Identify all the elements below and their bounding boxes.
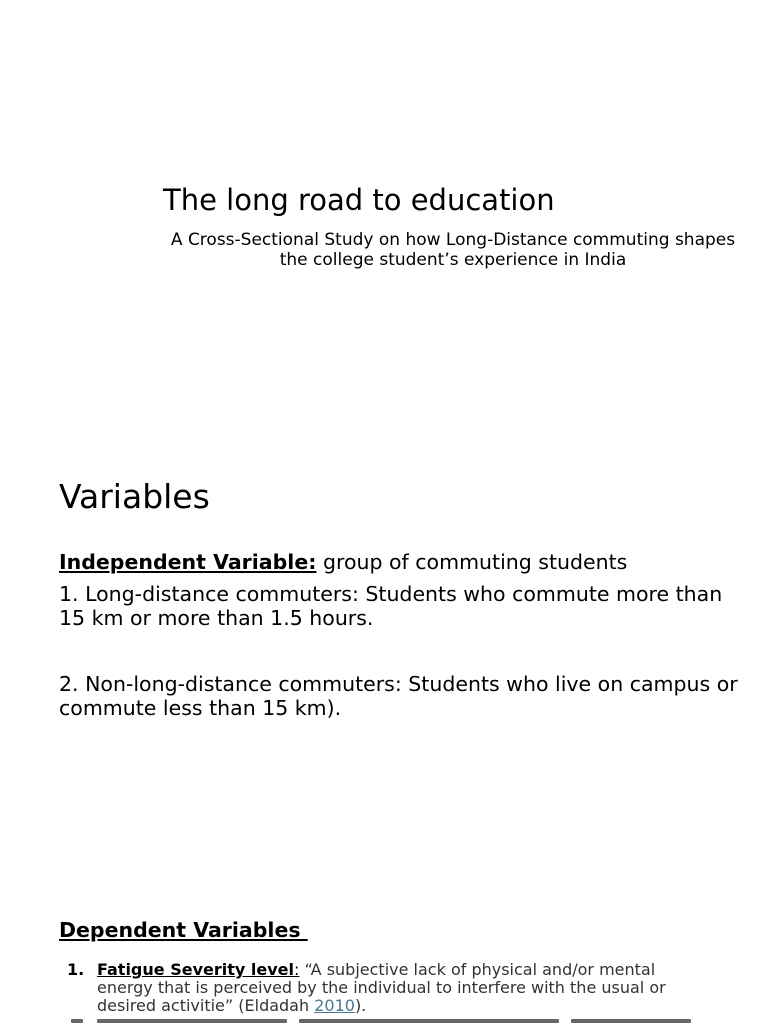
dependent-variables-heading: Dependent Variables: [59, 918, 308, 942]
list-item-colon: :: [293, 960, 300, 979]
independent-item-2: 2. Non-long-distance commuters: Students who live on campus or commute less than 15 km).: [59, 672, 738, 720]
page-subtitle: A Cross-Sectional Study on how Long-Distance commuting shapes the college student’s experience in India: [170, 230, 736, 270]
clipped-next-line: [59, 1019, 699, 1029]
independent-variable-text: group of commuting students: [316, 550, 628, 574]
list-item: [59, 961, 709, 1015]
citation-link[interactable]: 2010: [314, 996, 355, 1015]
clipped-text-fragment: [97, 1019, 287, 1023]
list-item-definition: “A subjective lack of physical and/or mental energy that is perceived by the individual to interfere with the usual or desired activitie” (Eldadah: [97, 960, 666, 1015]
list-item-definition-end: ).: [354, 996, 367, 1015]
clipped-text-fragment: [299, 1019, 559, 1023]
variables-heading: Variables: [59, 477, 210, 516]
independent-variable-line: [59, 549, 627, 575]
clipped-text-fragment: [71, 1019, 83, 1023]
list-item-term: Fatigue Severity level: [97, 960, 294, 979]
independent-variable-label: Independent Variable:: [59, 550, 317, 574]
list-item-number: 1.: [67, 960, 85, 979]
dependent-variables-list: [59, 961, 709, 1015]
page-title: The long road to education: [163, 183, 555, 217]
clipped-text-fragment: [571, 1019, 691, 1023]
independent-item-1: 1. Long-distance commuters: Students who commute more than 15 km or more than 1.5 hours.: [59, 582, 723, 630]
